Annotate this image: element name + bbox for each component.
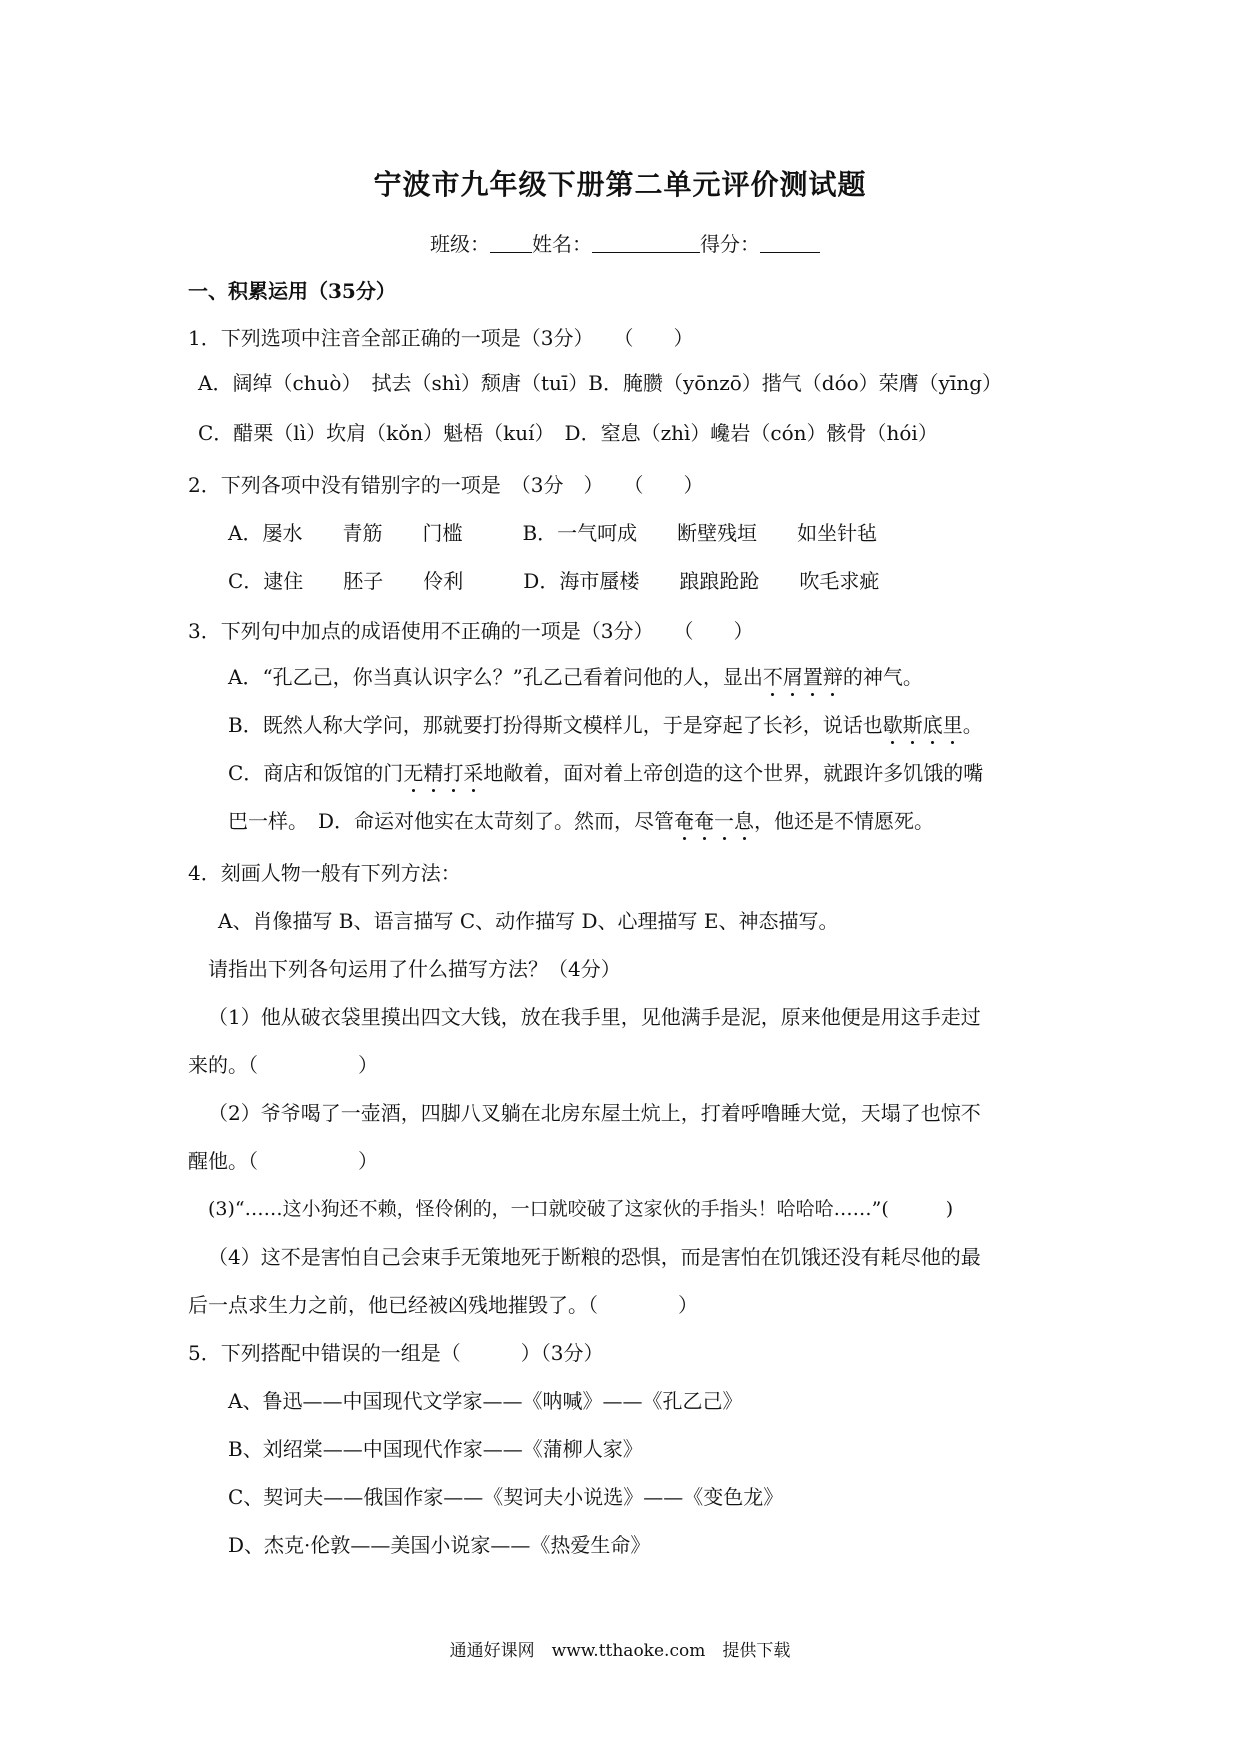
- question-4-sentence-2: （2）爷爷喝了一壶酒，四脚八叉躺在北房东屋土炕上，打着呼噜睡大觉，天塌了也惊不: [208, 1101, 981, 1125]
- question-4-methods: A、肖像描写 B、语言描写 C、动作描写 D、心理描写 E、神态描写。: [218, 909, 839, 933]
- question-5-stem: 5．下列搭配中错误的一组是（ ）（3分）: [188, 1341, 604, 1365]
- dotted-char: 歇: [882, 713, 903, 737]
- dotted-char: 精: [423, 761, 444, 785]
- page-title: 宁波市九年级下册第二单元评价测试题: [373, 168, 867, 201]
- question-5-option-d: D、杰克·伦敦——美国小说家——《热爱生命》: [228, 1533, 651, 1557]
- question-4-sentence-4: （4）这不是害怕自己会束手无策地死于断粮的恐惧，而是害怕在饥饿还没有耗尽他的最: [208, 1245, 981, 1269]
- dotted-char: 息: [734, 809, 755, 833]
- question-1-option-cd: C．醋栗（lì）坎肩（kǒn）魁梧（kuí） D．窒息（zhì）巉岩（cón）骸骨（hói）: [198, 421, 938, 445]
- option-text: A．“孔乙己，你当真认识字么？”孔乙己看着问他的人，显出: [228, 665, 763, 689]
- option-text: 。: [962, 713, 983, 737]
- question-2-option-cd: C．逮住 胚子 伶利 D．海市蜃楼 踉踉跄跄 吹毛求疵: [228, 569, 880, 593]
- footer-credit: 通通好课网 www.tthaoke.com 提供下载: [449, 1641, 791, 1661]
- question-5-option-b: B、刘绍棠——中国现代作家——《蒲柳人家》: [228, 1437, 643, 1461]
- dotted-char: 奄: [694, 809, 715, 833]
- dotted-char: 辩: [822, 665, 843, 689]
- question-4-sentence-2-cont: 醒他。（ ）: [188, 1149, 378, 1173]
- option-text: C．商店和饭馆的门: [228, 761, 404, 785]
- dotted-char: 斯: [902, 713, 923, 737]
- question-3-option-a: [228, 664, 923, 690]
- dotted-char: 置: [802, 665, 823, 689]
- score-blank: [760, 234, 820, 253]
- student-info-line: [430, 228, 820, 257]
- question-4-sentence-1: （1）他从破衣袋里摸出四文大钱，放在我手里，见他满手是泥，原来他便是用这手走过: [208, 1005, 981, 1029]
- dotted-char: 底: [922, 713, 943, 737]
- question-4-sentence-4-cont: 后一点求生力之前，他已经被凶残地摧毁了。（ ）: [188, 1293, 698, 1317]
- question-2-option-ab: A．屡水 青筋 门槛 B．一气呵成 断壁残垣 如坐针毡: [228, 521, 878, 545]
- option-text: 巴一样。 D．命运对他实在太苛刻了。然而，尽管: [228, 809, 675, 833]
- dotted-char: 一: [714, 809, 735, 833]
- dotted-char: 奄: [674, 809, 695, 833]
- name-blank: [592, 234, 700, 253]
- dotted-char: 不: [762, 665, 783, 689]
- question-3-option-d: [228, 808, 934, 834]
- question-3-option-c: [228, 760, 983, 786]
- dotted-char: 打: [443, 761, 464, 785]
- option-text: ，他还是不情愿死。: [754, 809, 935, 833]
- question-1-option-ab: A．阔绰（chuò） 拭去（shì）颓唐（tuī）B．腌臜（yōnzō）揩气（dóo）荣膺（yīng）: [198, 371, 1003, 395]
- option-text: 的神气。: [842, 665, 923, 689]
- dotted-char: 里: [942, 713, 963, 737]
- question-2-stem: 2．下列各项中没有错别字的一项是 （3分 ） （ ）: [188, 473, 704, 497]
- dotted-char: 采: [463, 761, 484, 785]
- option-text: B．既然人称大学问，那就要打扮得斯文模样儿，于是穿起了长衫，说话也: [228, 713, 883, 737]
- question-4-sentence-1-cont: 来的。（ ）: [188, 1053, 378, 1077]
- score-label: 得分：: [700, 232, 760, 256]
- question-4-stem: 4．刻画人物一般有下列方法：: [188, 861, 461, 885]
- class-blank: [490, 234, 532, 253]
- question-5-option-c: C、契诃夫——俄国作家——《契诃夫小说选》——《变色龙》: [228, 1485, 784, 1509]
- question-1-stem: 1．下列选项中注音全部正确的一项是（3分） （ ）: [188, 326, 694, 350]
- option-text: 地敞着，面对着上帝创造的这个世界，就跟许多饥饿的嘴: [483, 761, 984, 785]
- dotted-char: 无: [403, 761, 424, 785]
- question-3-stem: 3．下列句中加点的成语使用不正确的一项是（3分） （ ）: [188, 619, 754, 643]
- section-heading: 一、积累运用（35分）: [188, 279, 396, 303]
- question-3-option-b: [228, 712, 983, 738]
- question-4-instruction: 请指出下列各句运用了什么描写方法？（4分）: [208, 957, 621, 981]
- name-label: 姓名：: [532, 232, 592, 256]
- class-label: 班级：: [430, 232, 490, 256]
- question-5-option-a: A、鲁迅——中国现代文学家——《呐喊》——《孔乙己》: [228, 1389, 743, 1413]
- question-4-sentence-3: (3)“……这小狗还不赖，怪伶俐的，一口就咬破了这家伙的手指头！哈哈哈……”( ): [208, 1198, 954, 1220]
- dotted-char: 屑: [782, 665, 803, 689]
